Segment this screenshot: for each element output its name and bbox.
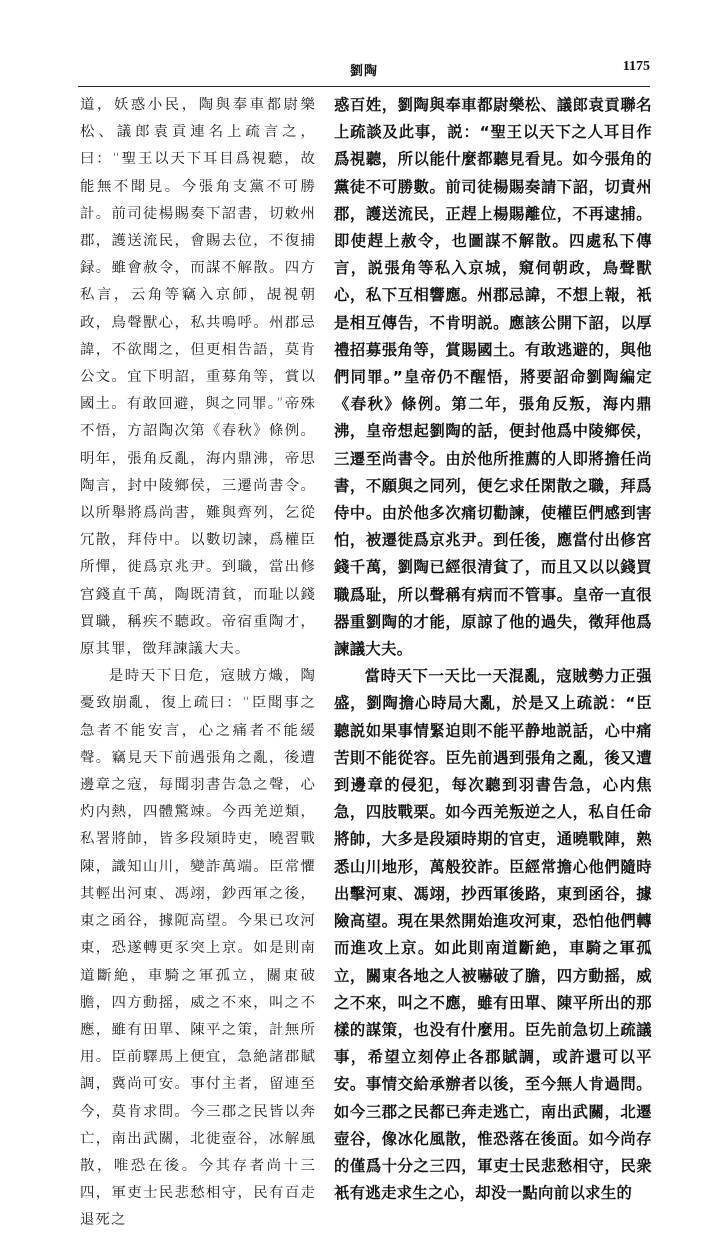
- page-number: 1175: [622, 59, 650, 74]
- right-paragraph-1: 惑百姓，劉陶與奉車都尉樂松、議郎袁貢聯名上疏談及此事，説：“聖王以天下之人耳目作爲視聽，所以能什麼都聽見看見。如今張角的黨徒不可勝數。前司徒楊賜奏請下詔，切責州郡，護送流民，正趕上楊賜離位，不再逮捕。即使趕上赦令，也圖謀不解散。四處私下傳言，説張角等私入京城，窺伺朝政，鳥聲獸心，私下互相響應。州郡忌諱，不想上報，衹是相互傳告，不肯明説。應該公開下詔，以厚禮招募張角等，賞賜國土。有敢逃避的，與他們同罪。”皇帝仍不醒悟，將要詔命劉陶編定《春秋》條例。第二年，張角反叛，海内鼎沸，皇帝想起劉陶的話，便封他爲中陵鄉侯，三遷至尚書令。由於他所推薦的人即將擔任尚書，不願與之同列，便乞求任閑散之職，拜爲侍中。由於他多次痛切勸諫，使權臣們感到害怕，被遷徙爲京兆尹。到任後，應當付出修宮錢千萬，劉陶已經很清貧了，而且又以以錢買職爲耻，所以聲稱有病而不管事。皇帝一直很器重劉陶的才能，原諒了他的過失，徵拜他爲諫議大夫。: [334, 96, 652, 659]
- left-paragraph-2: 是時天下日危，寇賊方熾，陶憂致崩亂，復上疏曰：“臣聞事之急者不能安言，心之痛者不能緩聲。竊見天下前遇張角之亂，後遭邊章之寇，每聞羽書告急之聲，心灼内熱，四體驚竦。今西羌逆類，私署將帥，皆多段熲時吏，曉習戰陳，識知山川，變詐萬端。臣常懼其輕出河東、馮翊，鈔西軍之後，東之函谷，據阨高望。今果已攻河東，恐遂轉更豕突上京。如是則南道斷絶，車騎之軍孤立，關東破膽，四方動摇，威之不來，叫之不應，雖有田單、陳平之策，計無所用。臣前驛馬上便宜，急絶諸郡賦調，冀尚可安。事付主者，留連至今，莫肯求問。今三郡之民皆以奔亡，南出武關，北徙壺谷，冰解風散，唯恐在後。今其存者尚十三四，軍吏士民悲愁相守，民有百走退死之: [80, 668, 316, 1229]
- left-paragraph-1: 道，妖惑小民，陶與奉車都尉樂松、議郎袁貢連名上疏言之，曰：“聖王以天下耳目爲視聽，故能無不聞見。今張角支黨不可勝計。前司徒楊賜奏下詔書，切敕州郡，護送流民，會賜去位，不復捕録。雖會赦令，而謀不解散。四方私言，云角等竊入京師，覘視朝政，鳥聲獸心，私共鳴呼。州郡忌諱，不欲聞之，但更相告語，莫肯公文。宜下明詔，重募角等，賞以國土。有敢回避，與之同罪。”帝殊不悟，方詔陶次第《春秋》條例。明年，張角反亂，海内鼎沸，帝思陶言，封中陵鄉侯，三遷尚書令。以所舉將爲尚書，難與齊列，乞從冗散，拜侍中。以數切諫，爲權臣所憚，徙爲京兆尹。到職，當出修宫錢直千萬，陶既清貧，而耻以錢買職，稱疾不聽政。帝宿重陶才，原其罪，徵拜諫議大夫。: [80, 97, 316, 658]
- running-title: 劉陶: [349, 64, 378, 79]
- page-header: [78, 60, 650, 84]
- header-rule: [78, 86, 650, 87]
- left-column-original-text: [80, 92, 316, 1235]
- right-column-translation: [334, 92, 652, 1207]
- right-paragraph-2: 當時天下一天比一天混亂，寇賊勢力正强盛，劉陶擔心時局大亂，於是又上疏説：“臣聽説如果事情緊迫則不能平静地説話，心中痛苦則不能從容。臣先前遇到張角之亂，後又遭到邊章的侵犯，每次聽到羽書告急，心内焦急，四肢戰栗。如今西羌叛逆之人，私自任命將帥，大多是段熲時期的官吏，通曉戰陣，熟悉山川地形，萬般狡詐。臣經常擔心他們隨時出擊河東、馮翊，抄西軍後路，東到函谷，據險高望。現在果然開始進攻河東，恐怕他們轉而進攻上京。如此則南道斷絶，車騎之軍孤立，關東各地之人被嚇破了膽，四方動摇，威之不來，叫之不應，雖有田單、陳平所出的那樣的謀策，也没有什麼用。臣先前急切上疏議事，希望立刻停止各郡賦調，或許還可以平安。事情交給承辦者以後，至今無人肯過問。如今三郡之民都已奔走逃亡，南出武關，北遷壺谷，像冰化風散，惟恐落在後面。如今尚存的僅爲十分之三四，軍吏士民悲愁相守，民衆衹有逃走求生之心，却没一點向前以求生的: [334, 667, 652, 1203]
